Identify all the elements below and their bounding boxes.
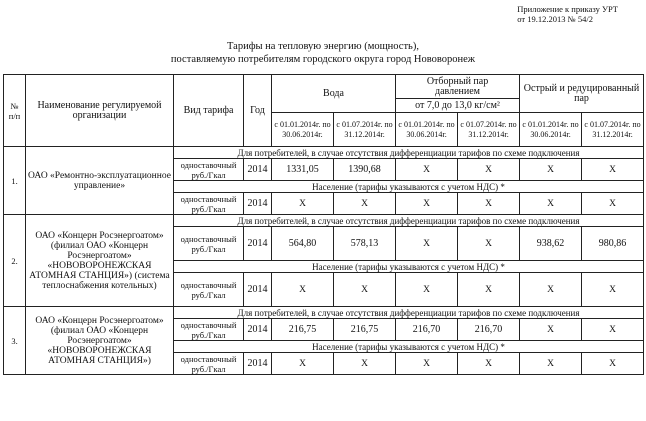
value-cell: X <box>582 319 644 341</box>
value-cell: X <box>582 159 644 181</box>
appendix-note <box>517 4 618 24</box>
tariff-type-cell: одноставочный руб./Гкал <box>174 273 244 307</box>
year-cell: 2014 <box>244 319 272 341</box>
value-cell: X <box>272 353 334 375</box>
header-period-1: с 01.01.2014г. по 30.06.2014г. <box>272 113 334 147</box>
value-cell: 578,13 <box>334 227 396 261</box>
org-number: 1. <box>4 147 26 215</box>
value-cell: X <box>458 273 520 307</box>
header-steam-selected <box>396 75 520 99</box>
header-num: № п/п <box>4 75 26 147</box>
appendix-line2: от 19.12.2013 № 54/2 <box>517 14 593 24</box>
value-cell: X <box>458 193 520 215</box>
header-water: Вода <box>272 75 396 113</box>
value-cell: X <box>396 159 458 181</box>
value-cell: 216,75 <box>334 319 396 341</box>
population-label: Население (тарифы указываются с учетом НДС) * <box>174 261 644 273</box>
appendix-line1: Приложение к приказу УРТ <box>517 4 618 14</box>
header-period-2: с 01.07.2014г. по 31.12.2014г. <box>582 113 644 147</box>
header-steam-pressure: от 7,0 до 13,0 кг/см² <box>396 99 520 113</box>
value-cell: X <box>520 273 582 307</box>
year-cell: 2014 <box>244 159 272 181</box>
value-cell: X <box>334 273 396 307</box>
tariff-type-cell: одноставочный руб./Гкал <box>174 159 244 181</box>
org-number: 2. <box>4 215 26 307</box>
consumers-label: Для потребителей, в случае отсутствия дифференциации тарифов по схеме подключения <box>174 147 644 159</box>
year-cell: 2014 <box>244 273 272 307</box>
value-cell: X <box>458 353 520 375</box>
year-cell: 2014 <box>244 193 272 215</box>
value-cell: X <box>520 159 582 181</box>
title-line2: поставляемую потребителям городского округа город Нововоронеж <box>170 54 476 65</box>
header-period-2: с 01.07.2014г. по 31.12.2014г. <box>334 113 396 147</box>
header-period-2: с 01.07.2014г. по 31.12.2014г. <box>458 113 520 147</box>
value-cell: X <box>520 193 582 215</box>
value-cell: X <box>458 159 520 181</box>
value-cell: X <box>334 353 396 375</box>
org-name: ОАО «Концерн Росэнергоатом» (филиал ОАО «Концерн Росэнергоатом» «НОВОВОРОНЕЖСКАЯ АТОМНАЯ СТАНЦИЯ») (система теплоснабжения котельных) <box>26 215 174 307</box>
org-name: ОАО «Концерн Росэнергоатом» (филиал ОАО «Концерн Росэнергоатом» «НОВОВОРОНЕЖСКАЯ АТОМНАЯ СТАНЦИЯ») <box>26 307 174 375</box>
year-cell: 2014 <box>244 227 272 261</box>
value-cell: X <box>396 273 458 307</box>
value-cell: X <box>396 227 458 261</box>
value-cell: X <box>396 193 458 215</box>
value-cell: X <box>272 273 334 307</box>
header-period-1: с 01.01.2014г. по 30.06.2014г. <box>396 113 458 147</box>
tariff-type-cell: одноставочный руб./Гкал <box>174 319 244 341</box>
value-cell: X <box>458 227 520 261</box>
header-steam-selected-line2: давлением <box>435 85 481 97</box>
value-cell: X <box>334 193 396 215</box>
value-cell: 1390,68 <box>334 159 396 181</box>
org-number: 3. <box>4 307 26 375</box>
value-cell: X <box>520 353 582 375</box>
consumers-label: Для потребителей, в случае отсутствия дифференциации тарифов по схеме подключения <box>174 307 644 319</box>
tariff-type-cell: одноставочный руб./Гкал <box>174 193 244 215</box>
tariffs-table <box>3 74 644 375</box>
header-period-1: с 01.01.2014г. по 30.06.2014г. <box>520 113 582 147</box>
value-cell: 1331,05 <box>272 159 334 181</box>
tariff-type-cell: одноставочный руб./Гкал <box>174 227 244 261</box>
population-label: Население (тарифы указываются с учетом НДС) * <box>174 181 644 193</box>
value-cell: X <box>582 273 644 307</box>
consumers-label: Для потребителей, в случае отсутствия дифференциации тарифов по схеме подключения <box>174 215 644 227</box>
title-line1: Тарифы на тепловую энергию (мощность), <box>227 41 419 52</box>
value-cell: X <box>272 193 334 215</box>
header-tariff-type: Вид тарифа <box>174 75 244 147</box>
org-name: ОАО «Ремонтно-эксплуатационное управление» <box>26 147 174 215</box>
value-cell: 938,62 <box>520 227 582 261</box>
header-org: Наименование регулируемой организации <box>26 75 174 147</box>
value-cell: X <box>582 353 644 375</box>
value-cell: 216,70 <box>458 319 520 341</box>
value-cell: 216,70 <box>396 319 458 341</box>
value-cell: X <box>396 353 458 375</box>
value-cell: 980,86 <box>582 227 644 261</box>
value-cell: 564,80 <box>272 227 334 261</box>
value-cell: 216,75 <box>272 319 334 341</box>
document-title <box>0 40 646 66</box>
value-cell: X <box>520 319 582 341</box>
header-steam-selected-line1: Отборный пар <box>426 75 489 87</box>
year-cell: 2014 <box>244 353 272 375</box>
header-steam-sharp: Острый и редуцированный пар <box>520 75 644 113</box>
header-year: Год <box>244 75 272 147</box>
value-cell: X <box>582 193 644 215</box>
population-label: Население (тарифы указываются с учетом НДС) * <box>174 341 644 353</box>
tariff-type-cell: одноставочный руб./Гкал <box>174 353 244 375</box>
